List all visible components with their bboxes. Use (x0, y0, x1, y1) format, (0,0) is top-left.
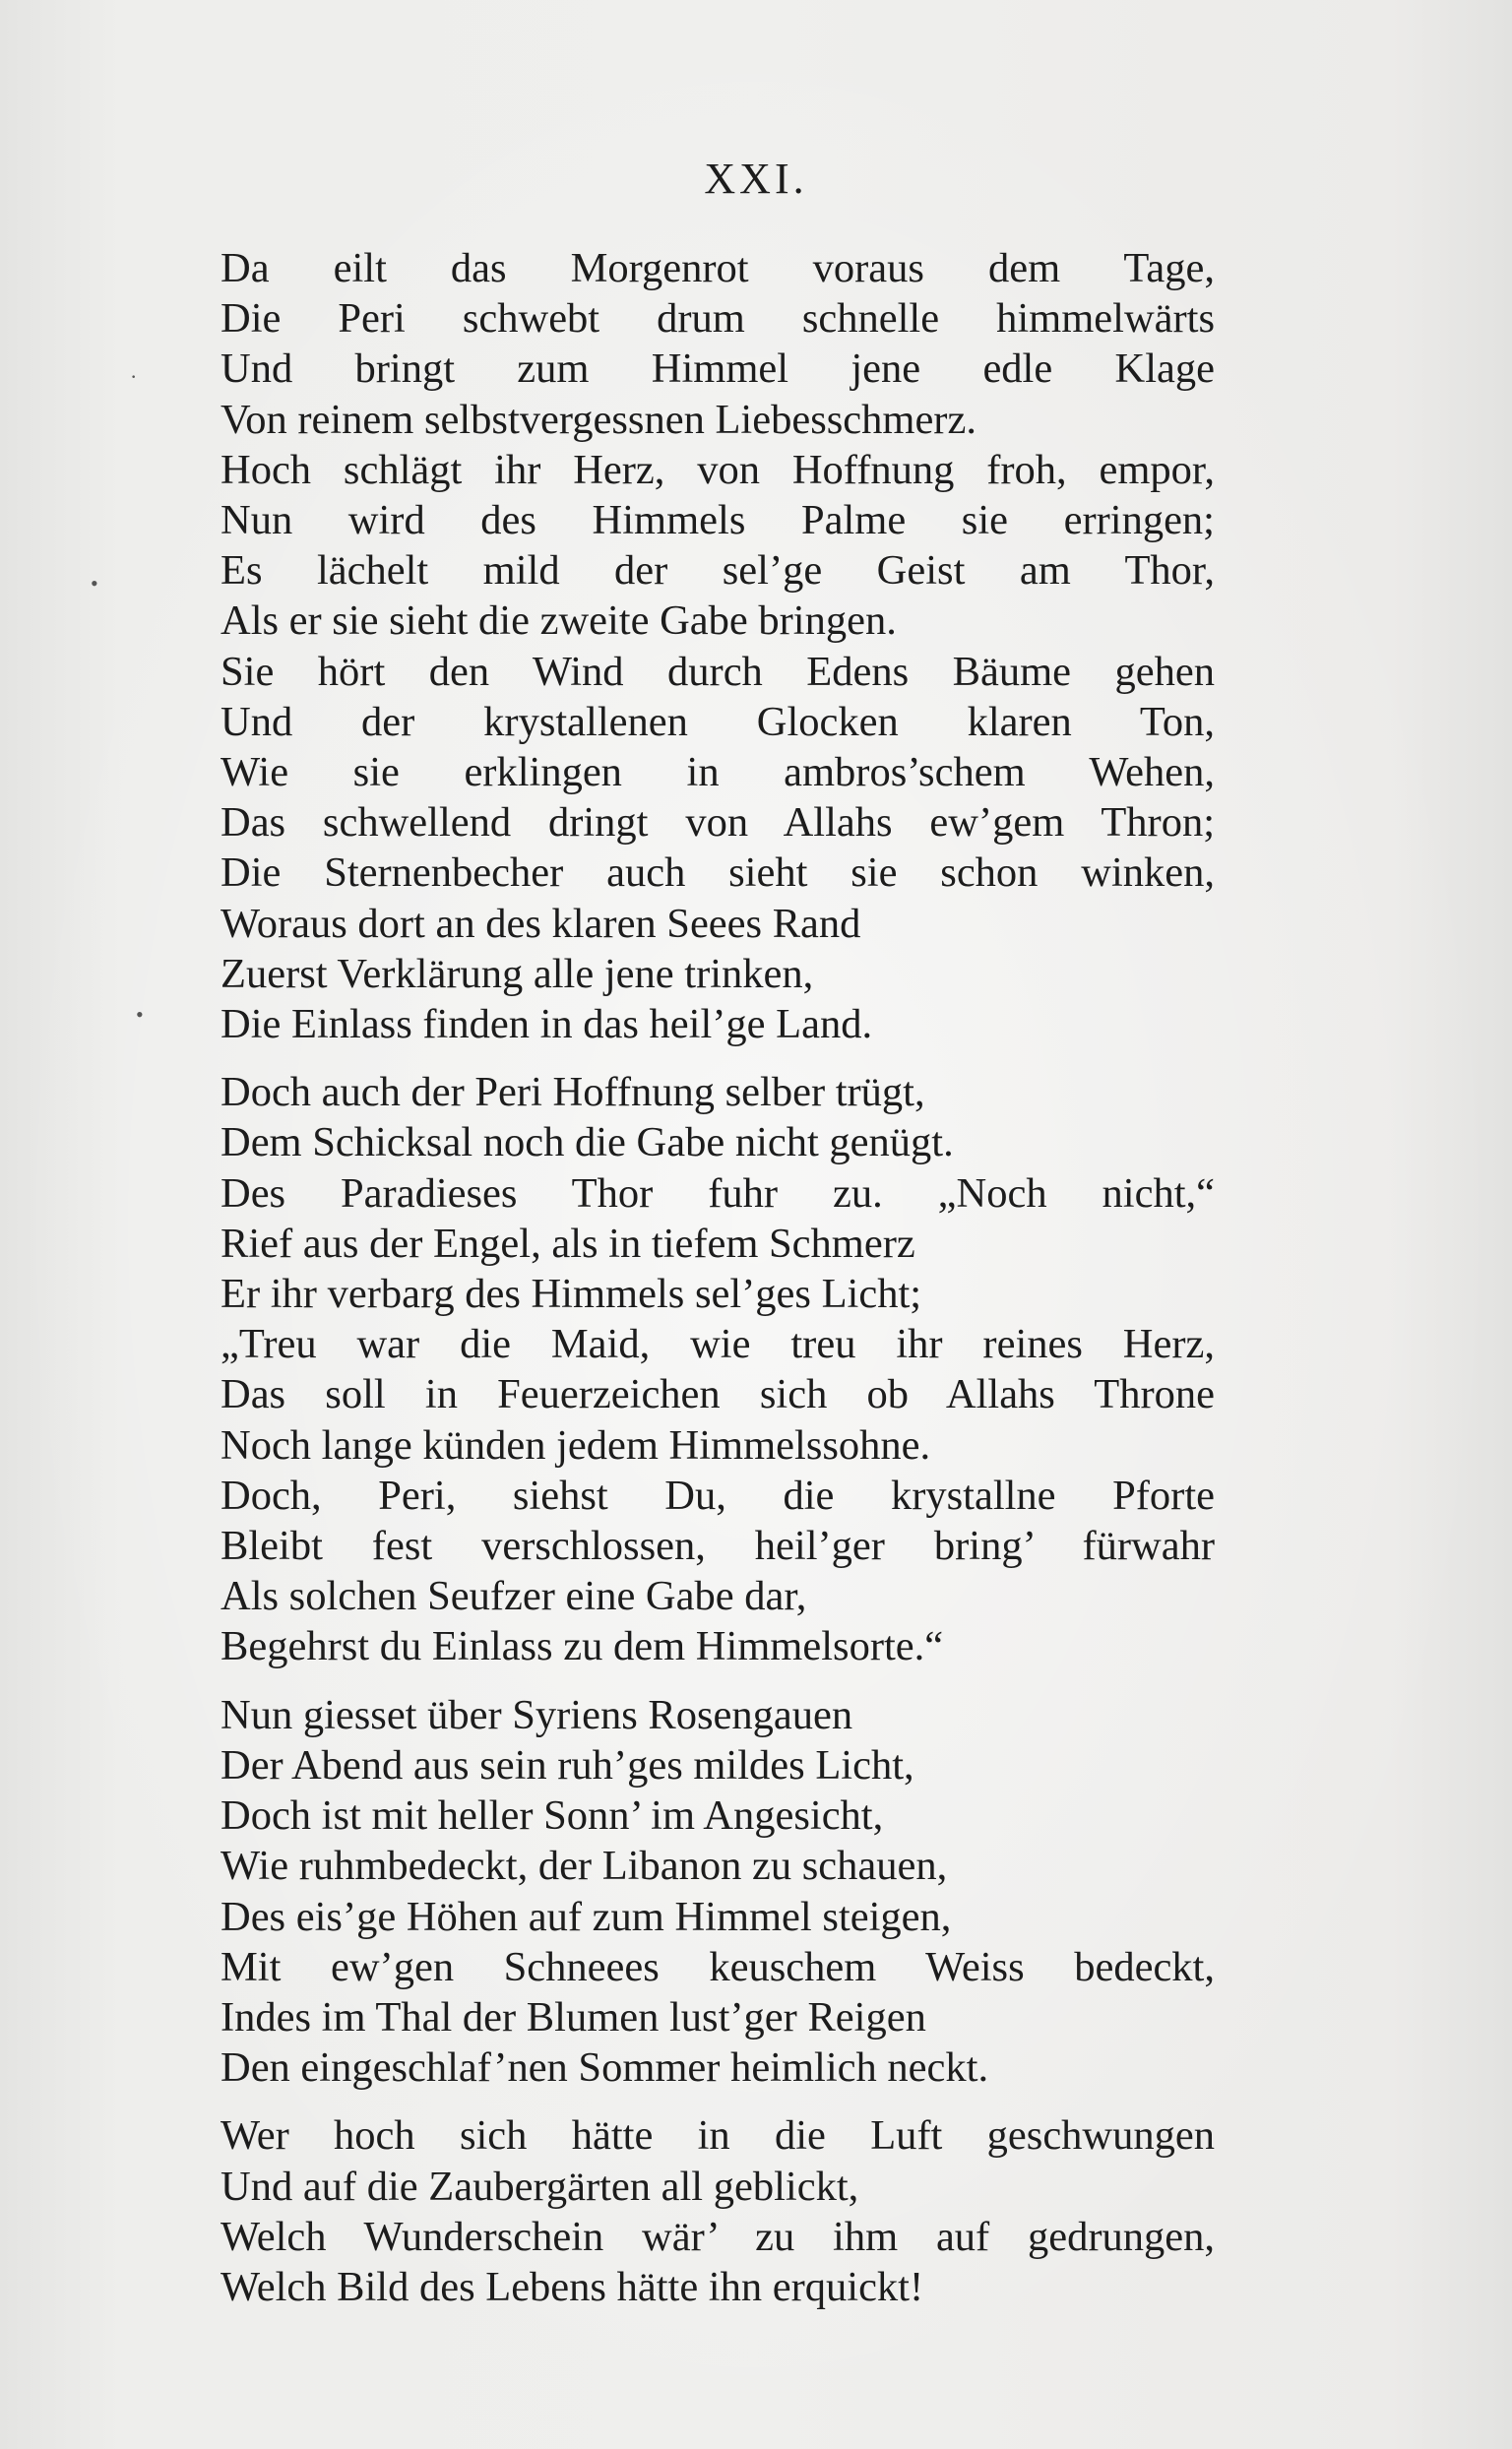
verse-line: Mit ew’gen Schneees keuschem Weiss bedeckt, (220, 1943, 1215, 1990)
verse-line: Die Peri schwebt drum schnelle himmelwärts (220, 295, 1215, 343)
verse-line: Welch Wunderschein wär’ zu ihm auf gedrungen, (220, 2213, 1215, 2260)
verse-line: Begehrst du Einlass zu dem Himmelsorte.“ (220, 1623, 944, 1670)
margin-speck: • (91, 571, 98, 596)
verse-line: Nun giesset über Syriens Rosengauen (220, 1691, 853, 1738)
verse-line: Noch lange künden jedem Himmelssohne. (220, 1421, 931, 1469)
verse-line: Es lächelt mild der sel’ge Geist am Thor, (220, 547, 1215, 595)
verse-line: Wie ruhmbedeckt, der Libanon zu schauen, (220, 1843, 948, 1890)
verse-line: Und auf die Zaubergärten all geblickt, (220, 2163, 859, 2210)
verse-line: Wer hoch sich hätte in die Luft geschwungen (220, 2112, 1215, 2160)
verse-line: Des eis’ge Höhen auf zum Himmel steigen, (220, 1893, 952, 1940)
verse-line: Indes im Thal der Blumen lust’ger Reigen (220, 1993, 926, 2041)
verse-line: Die Sternenbecher auch sieht sie schon winken, (220, 849, 1215, 897)
stanza (220, 243, 1244, 1049)
verse-line: Von reinem selbstvergessnen Liebesschmerz. (220, 396, 976, 443)
chapter-heading: XXI. (704, 155, 808, 203)
verse-line: Sie hört den Wind durch Edens Bäume gehen (220, 648, 1215, 695)
verse-line: Er ihr verbarg des Himmels sel’ges Licht; (220, 1271, 922, 1318)
verse-line: Doch, Peri, siehst Du, die krystallne Pforte (220, 1472, 1215, 1519)
verse-line: Zuerst Verklärung alle jene trinken, (220, 950, 814, 997)
verse-line: Dem Schicksal noch die Gabe nicht genügt. (220, 1119, 954, 1166)
verse-line: Des Paradieses Thor fuhr zu. „Noch nicht,“ (220, 1169, 1215, 1217)
verse-line: Bleibt fest verschlossen, heil’ger bring’ fürwahr (220, 1523, 1215, 1570)
verse-line: Nun wird des Himmels Palme sie erringen; (220, 497, 1215, 544)
margin-speck: · (130, 364, 138, 389)
verse-line: Und bringt zum Himmel jene edle Klage (220, 345, 1215, 393)
verse-line: Welch Bild des Lebens hätte ihn erquickt! (220, 2263, 924, 2310)
verse-line: Rief aus der Engel, als in tiefem Schmerz (220, 1220, 915, 1267)
verse-line: Die Einlass finden in das heil’ge Land. (220, 1001, 873, 1048)
verse-line: Hoch schlägt ihr Herz, von Hoffnung froh, empor, (220, 446, 1215, 493)
verse-line: Das soll in Feuerzeichen sich ob Allahs Throne (220, 1371, 1215, 1418)
poem-body (220, 243, 1244, 2330)
verse-line: „Treu war die Maid, wie treu ihr reines Herz, (220, 1321, 1215, 1368)
verse-line: Doch ist mit heller Sonn’ im Angesicht, (220, 1792, 884, 1840)
verse-line: Doch auch der Peri Hoffnung selber trügt, (220, 1069, 925, 1116)
verse-line: Den eingeschlaf’nen Sommer heimlich neckt. (220, 2044, 989, 2092)
stanza (220, 2110, 1244, 2312)
stanza (220, 1067, 1244, 1671)
stanza (220, 1690, 1244, 2094)
verse-line: Als solchen Seufzer eine Gabe dar, (220, 1573, 807, 1620)
verse-line: Da eilt das Morgenrot voraus dem Tage, (220, 245, 1215, 291)
verse-line: Das schwellend dringt von Allahs ew’gem Thron; (220, 799, 1215, 847)
verse-line: Als er sie sieht die zweite Gabe bringen. (220, 597, 897, 645)
verse-line: Der Abend aus sein ruh’ges mildes Licht, (220, 1741, 914, 1789)
verse-line: Woraus dort an des klaren Seees Rand (220, 900, 861, 947)
verse-line: Und der krystallenen Glocken klaren Ton, (220, 698, 1215, 745)
margin-speck: • (136, 1002, 144, 1027)
verse-line: Wie sie erklingen in ambros’schem Wehen, (220, 749, 1215, 796)
